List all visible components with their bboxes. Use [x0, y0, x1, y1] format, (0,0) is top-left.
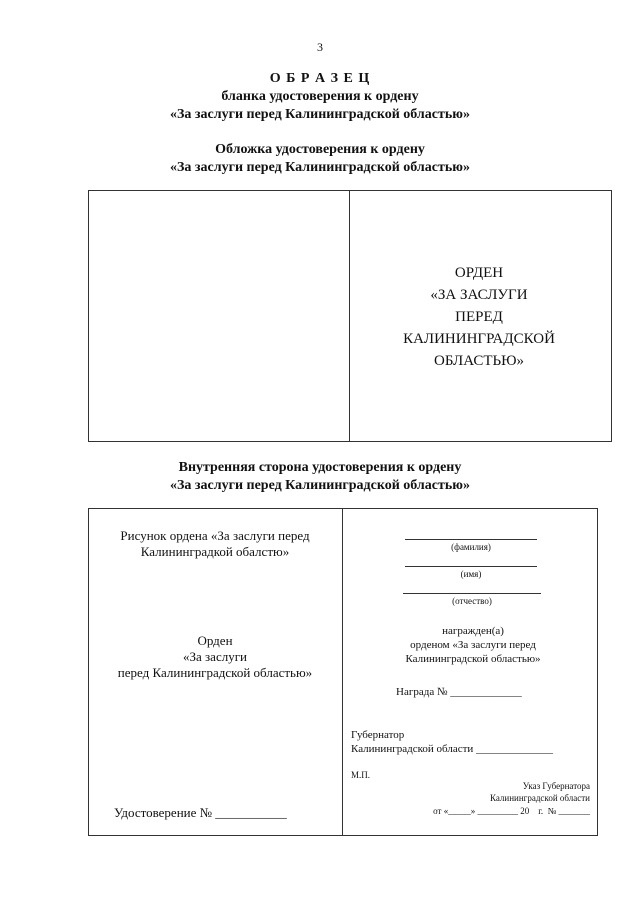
order-picture-placeholder [90, 528, 340, 560]
surname-line [405, 539, 537, 540]
document-subtitle-line2: «За заслуги перед Калининградской областью» [170, 107, 470, 122]
decree-line1: Указ Губернатора [522, 781, 590, 791]
governor-line2: Калининградской области ______________ [351, 743, 554, 755]
patronymic-label: (отчество) [452, 596, 492, 606]
order-name-line1: Орден [197, 633, 233, 648]
inner-divider [342, 508, 343, 836]
surname-label: (фамилия) [451, 542, 491, 552]
inner-heading-line2: «За заслуги перед Калининградской областью» [170, 478, 470, 493]
page-number: 3 [317, 40, 323, 54]
name-line [405, 566, 537, 567]
certificate-number: Удостоверение № ___________ [114, 805, 287, 820]
order-name-block [90, 633, 340, 681]
document-title: О Б Р А З Е Ц [269, 71, 371, 86]
award-number: Награда № _____________ [396, 686, 522, 698]
order-name-line3: перед Калининградской областью» [117, 665, 313, 680]
name-label: (имя) [460, 569, 482, 579]
decree-line2: Калининградской области [489, 793, 590, 803]
governor-line1: Губернатор [351, 729, 405, 741]
cover-title-line: ОБЛАСТЬЮ» [433, 353, 525, 369]
cover-order-title [350, 262, 608, 372]
cover-heading-line2: «За заслуги перед Калининградской областью» [170, 160, 470, 175]
document-subtitle-line1: бланка удостоверения к ордену [221, 89, 419, 104]
patronymic-line [403, 593, 541, 594]
awarded-line2: орденом «За заслуги перед [410, 639, 536, 651]
order-name-line2: «За заслуги [183, 649, 247, 664]
cover-heading-line1: Обложка удостоверения к ордену [215, 142, 425, 157]
stamp-place: М.П. [351, 770, 371, 780]
decree-date-number: от «_____» _________ 20 г. № _______ [433, 806, 590, 816]
picture-caption-line1: Рисунок ордена «За заслуги перед [120, 528, 310, 543]
picture-caption-line2: Калининградкой обалстю» [140, 544, 290, 559]
cover-title-line: ПЕРЕД [455, 309, 503, 325]
awarded-block [360, 624, 586, 666]
cover-title-line: ОРДЕН [454, 265, 504, 281]
cover-title-line: «ЗА ЗАСЛУГИ [430, 287, 528, 303]
awarded-line1: награжден(а) [442, 625, 504, 637]
cover-title-line: КАЛИНИНГРАДСКОЙ [403, 331, 555, 347]
awarded-line3: Калининградской областью» [405, 653, 541, 665]
inner-heading-line1: Внутренняя сторона удостоверения к ордену [178, 460, 462, 475]
